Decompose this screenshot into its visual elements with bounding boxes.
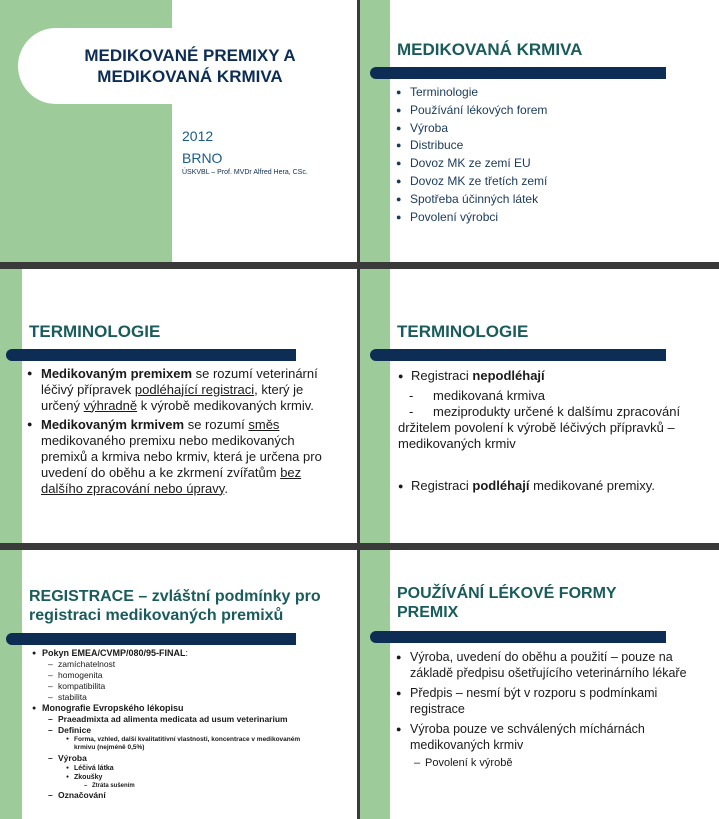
slide-heading: POUŽÍVÁNÍ LÉKOVÉ FORMY PREMIX: [397, 585, 617, 621]
heading-bar: [6, 633, 296, 645]
definition-premix: ● Medikovaným premixem se rozumí veterinární léčivý přípravek podléhající registraci, který je určený výhradně k výrobě medikovaných krmiv.: [27, 366, 318, 413]
city: BRNO: [182, 150, 223, 166]
contents-list: [396, 84, 548, 226]
list-item: ● Terminologie: [396, 85, 479, 99]
sub-sub-item: ● Forma, vzhled, další kvalitatitivní vlastnosti, koncentrace v medikovaném krmivu (nejméně 0,5%): [66, 736, 301, 751]
definition-feed: ● Medikovaným krmivem se rozumí směs medikovaného premixu nebo medikovaných premixů a krmiva nebo krmiv, která je určena pro uvedení do oběhu a ke zkrmení zvířatům bez dalšího zpracování nebo úpravy.: [27, 417, 322, 496]
sub-item: – stabilita: [48, 692, 87, 702]
list-item: ● Povolení výrobci: [396, 209, 499, 224]
list-item: ● Registraci podléhají medikované premixy.: [398, 478, 655, 493]
green-bar: [360, 0, 390, 262]
list-item: ● Dovoz MK ze třetích zemí: [396, 173, 548, 188]
heading-bar: [6, 349, 296, 361]
list-item: ● Výroba: [396, 120, 449, 135]
year: 2012: [182, 128, 214, 144]
sub-item: – homogenita: [48, 670, 103, 680]
slide-contents: [360, 0, 719, 262]
sub-item: – Označování: [48, 790, 106, 800]
list-item: ● Spotřeba účinných látek: [396, 191, 539, 206]
list-item: ● Distribuce: [396, 138, 464, 153]
slide-registration: [0, 550, 357, 819]
sub-item: - meziprodukty určené k dalšímu zpracování držitelem povolení k výrobě léčivých přípravků – medikovaných krmiv: [398, 404, 681, 451]
presentation-title: MEDIKOVANÉ PREMIXY A MEDIKOVANÁ KRMIVA: [84, 46, 296, 86]
sub-item: – kompatibilita: [48, 681, 106, 691]
registration-details: [32, 648, 332, 801]
definition-list: [27, 366, 331, 496]
sub-item: - medikovaná krmiva: [409, 388, 545, 403]
sub-sub-item: ● Léčivá látka: [66, 765, 114, 772]
sub-sub-item: ● Zkoušky: [66, 774, 103, 781]
list-item: ● Výroba, uvedení do oběhu a použití – pouze na základě předpisu ošetřujícího veterinárního lékaře: [396, 650, 687, 680]
list-item: ● Výroba pouze ve schválených míchárnách medikovaných krmiv: [396, 722, 645, 752]
list-item: ● Používání lékových forem: [396, 102, 548, 117]
slide-terminology-1: [0, 269, 357, 543]
green-bar: [360, 550, 390, 819]
slide-dosage-form: [360, 550, 719, 819]
registration-list: [398, 368, 698, 494]
green-bar: [0, 269, 22, 543]
slide-title: [0, 0, 357, 262]
slide-terminology-2: [360, 269, 719, 543]
list-item: ● Pokyn EMEA/CVMP/080/95-FINAL:: [32, 648, 189, 658]
list-item: ● Předpis – nesmí být v rozporu s podmínkami registrace: [396, 686, 658, 716]
dosage-form-list: [396, 650, 700, 772]
slide-heading: MEDIKOVANÁ KRMIVA: [397, 40, 583, 59]
sub-item: – Výroba: [48, 753, 87, 763]
slide-heading: TERMINOLOGIE: [397, 322, 529, 341]
slide-heading: REGISTRACE – zvláštní podmínky pro registraci medikovaných premixů: [29, 588, 321, 624]
green-bar: [360, 269, 390, 543]
sub-item: – Praeadmixta ad alimenta medicata ad usum veterinarium: [48, 714, 288, 724]
heading-bar: [370, 349, 666, 361]
list-item: ● Monografie Evropského lékopisu: [32, 703, 184, 713]
author: ÚSKVBL – Prof. MVDr Alfred Hera, CSc.: [182, 169, 308, 176]
list-item: ● Dovoz MK ze zemí EU: [396, 156, 531, 171]
heading-bar: [370, 631, 666, 643]
sub-item: – zamíchatelnost: [48, 659, 116, 669]
sub-item: – Definice: [48, 725, 92, 735]
sub-item: – Povolení k výrobě: [414, 757, 513, 769]
heading-bar: [370, 67, 666, 79]
list-item: ● Registraci nepodléhají: [398, 368, 545, 383]
slide-heading: TERMINOLOGIE: [29, 322, 161, 341]
green-bar: [0, 550, 22, 819]
sub-sub-sub-item: – Ztráta sušením: [84, 783, 135, 789]
